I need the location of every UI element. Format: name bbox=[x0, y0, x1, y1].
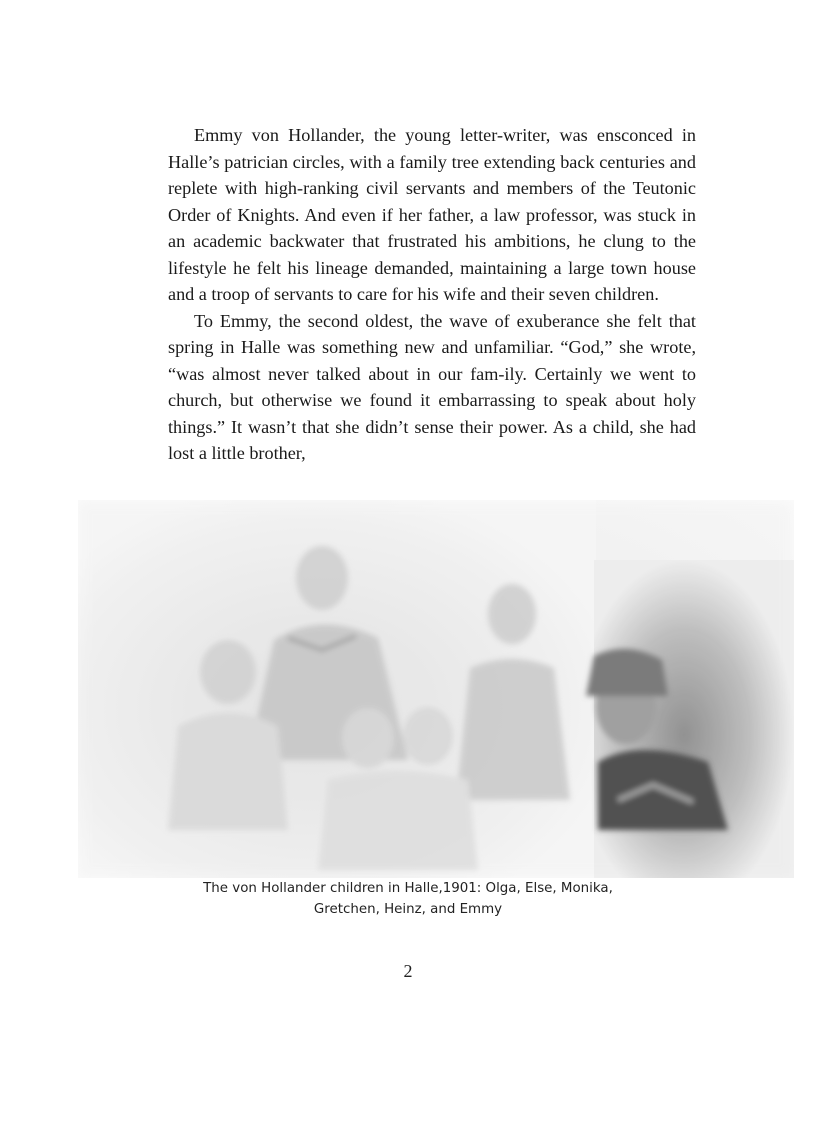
body-text bbox=[168, 122, 696, 467]
page-number: 2 bbox=[403, 961, 413, 981]
caption-line-2: Gretchen, Heinz, and Emmy bbox=[313, 902, 503, 917]
paragraph-1: Emmy von Hollander, the young letter-writer, was ensconced in Halle’s patrician circles, with a family tree extending back centuries and replete with high-ranking civil servants and members of the Teutonic Order of Knights. And even if her father, a law professor, was stuck in an academic backwater that frustrated his ambitions, he clung to the lifestyle he felt his lineage demanded, maintaining a large town house and a troop of servants to care for his wife and their seven children. bbox=[168, 125, 696, 304]
photo-caption bbox=[160, 878, 656, 920]
caption-line-1: The von Hollander children in Halle,1901: Olga, Else, Monika, bbox=[203, 881, 613, 896]
family-photo-illustration bbox=[78, 500, 794, 878]
family-photo bbox=[78, 500, 794, 878]
paragraph-2: To Emmy, the second oldest, the wave of exuberance she felt that spring in Halle was something new and unfamiliar. “God,” she wrote, “was almost never talked about in our fam-ily. Certainly we went to church, but otherwise we found it embarrassing to speak about holy things.” It wasn’t that she didn’t sense their power. As a child, she had lost a little brother, bbox=[168, 310, 696, 463]
